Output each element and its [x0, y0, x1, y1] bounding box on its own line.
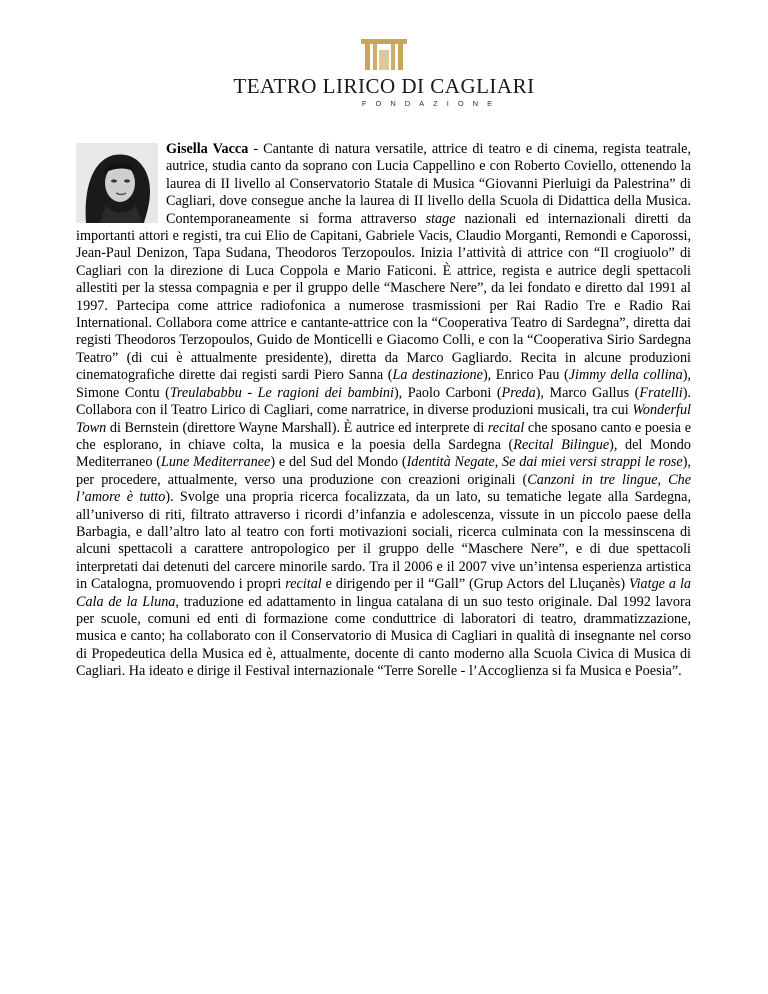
bio-text-run: che sposano canto e poesia e che esplorano, in chiave colta, la musica e la poesia della Sardegna (: [76, 419, 691, 453]
italic-title: Fratelli: [639, 384, 683, 401]
italic-title: Identità Negate: [406, 454, 495, 471]
bio-text-run: ) e del Sud del Mondo (: [270, 454, 407, 471]
italic-title: Viatge a la Cala de la Lluna: [76, 576, 691, 610]
bio-text-run: ). Svolge una propria ricerca focalizzata, da un lato, su tematiche legate alla Sardegna, all’universo di riti, filtrato attraverso i ricordi d’infanzia e adolescenza, vissute in un piccolo paese della Barbagia, e dall’altro lato al teatro con forti motivazioni sociali, ricerca culminata con la messinscena di alcuni spettacoli a carattere antropologico per il gruppo delle “Maschere Nere”, e di due spettacoli interpretati dai detenuti del carcere minorile sardo. Tra il 2006 e il 2007 vive un’intensa esperienza artistica in Catalogna, promuovendo i propri: [76, 489, 691, 593]
bio-text-run: e dirigendo per il “Gall” (Grup Actors del Lluçanès): [321, 576, 629, 593]
italic-title: Jimmy della collina: [568, 367, 683, 384]
italic-title: Lune Mediterranee: [160, 454, 271, 471]
bio-text-run: ), Simone Contu (: [76, 367, 691, 401]
italic-title: Recital Bilingue: [513, 436, 610, 453]
logo-subtitle: FONDAZIONE: [361, 99, 502, 108]
bio-text-run: ,: [494, 454, 503, 471]
bio-text-run: ). Collabora con il Teatro Lirico di Cagliari, come narratrice, in diverse produzioni musicali, tra cui: [76, 384, 691, 419]
bio-text-run: ,: [657, 471, 669, 488]
italic-title: Preda: [501, 384, 536, 401]
italic-title: recital: [285, 576, 322, 593]
logo-title: TEATRO LIRICO DI CAGLIARI: [233, 74, 535, 98]
bio-text-run: nazionali ed internazionali diretti da importanti attori e registi, tra cui Elio de Capitani, Gabriele Vacis, Claudio Morganti, Remondi e Caporossi, Jean-Paul Denizon, Tapa Sudana, Theodoros Terzopoulos. Inizia l’attività di attrice con “Il crogiuolo” di Cagliari con la direzione di Luca Coppola e Mario Faticoni. È attrice, regista e autrice degli spettacoli allestiti per la stessa compagnia e per il gruppo delle “Maschere Nere”, da lei fondato e diretto dal 1991 al 1997. Partecipa come attrice radiofonica a numerose trasmissioni per Rai Radio Tre e Radio Rai International. Collabora come attrice e cantante-attrice con la “Cooperativa Teatro di Sardegna”, diretta dai registi Theodoros Terzopoulos, Guido de Monticelli e Giacomo Colli, e con la “Cooperativa Sirio Sardegna Teatro” (di cui è attualmente presidente), diretta da Marco Gagliardo. Recita in alcune produzioni cinematografiche dirette dai registi sardi Piero Sanna (: [76, 210, 691, 384]
bio-text-run: ), per procedere, attualmente, verso una produzione con creazioni originali (: [76, 454, 691, 488]
theatre-columns-icon: [359, 38, 409, 70]
italic-title: Che l’amore è tutto: [76, 471, 691, 506]
italic-title: Treulababbu - Le ragioni dei bambini: [169, 384, 394, 401]
bio-text-run: - Cantante di natura versatile, attrice di teatro e di cinema, regista teatrale, autrice, studia canto da soprano con Lucia Cappellino e con Roberto Coviello, ottenendo la laurea di II livello al Conservatorio Statale di Musica “Giovanni Pierluigi da Palestrina” di Cagliari, dove consegue anche la laurea di II livello della Scuola di Didattica della Musica. Contemporaneamente si forma attraverso: [166, 141, 692, 227]
italic-title: La destinazione: [392, 367, 483, 384]
biography-text: [76, 141, 691, 681]
bio-text-run: ), del Mondo Mediterraneo (: [76, 436, 691, 471]
portrait-photo: [76, 143, 158, 223]
bio-text-run: ), Enrico Pau (: [482, 367, 569, 384]
bio-text-run: , traduzione ed adattamento in lingua catalana di un suo testo originale. Dal 1992 lavora per scuole, comuni ed enti di formazione come conduttrice di laboratori di teatro, drammatizzazione, musica e canto; ha collaborato con il Conservatorio di Musica di Cagliari in qualità di insegnante nel corso di Propedeutica della Musica ed è, attualmente, docente di canto moderno alla Scuola Civica di Musica di Cagliari. Ha ideato e dirige il Festival internazionale “Terre Sorelle - l’Accoglienza si fa Musica e Poesia”.: [76, 593, 691, 680]
italic-title: recital: [487, 419, 525, 436]
italic-title: stage: [425, 210, 456, 227]
italic-title: Se dai miei versi strappi le rose: [502, 454, 683, 471]
italic-title: Wonderful Town: [76, 402, 691, 436]
bio-text-run: ), Marco Gallus (: [535, 384, 640, 401]
header-logo: [0, 38, 768, 108]
artist-name: Gisella Vacca: [166, 141, 249, 157]
bio-text-run: di Bernstein (direttore Wayne Marshall). È autrice ed interprete di: [106, 419, 488, 436]
bio-text-run: ), Paolo Carboni (: [393, 384, 502, 401]
italic-title: Canzoni in tre lingue: [527, 471, 658, 488]
